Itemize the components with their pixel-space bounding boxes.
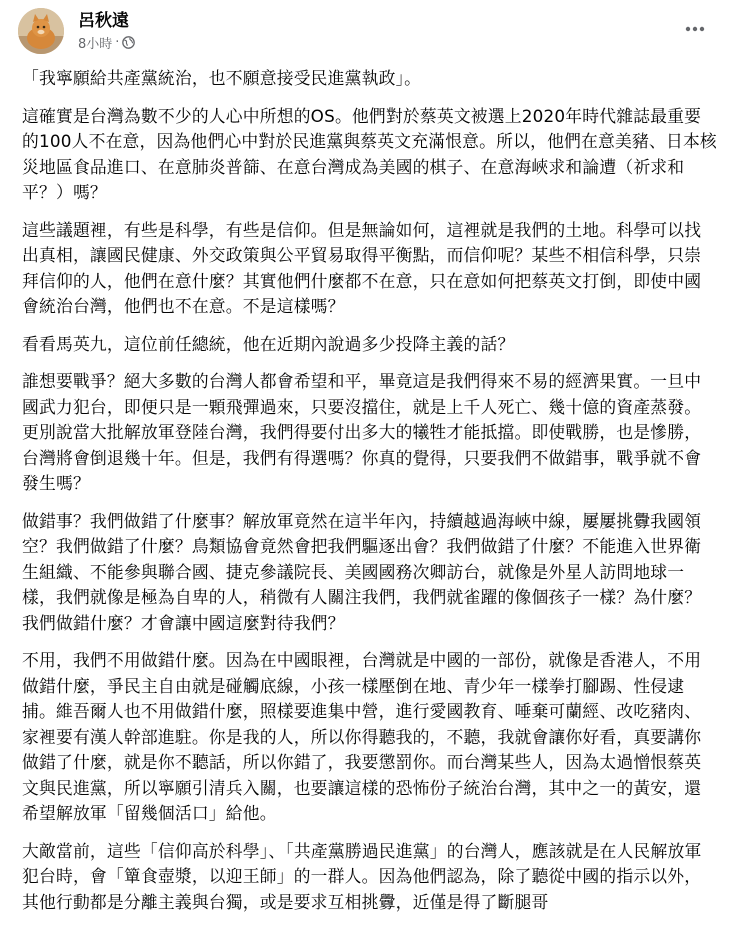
post-paragraph-4: 看看馬英九，這位前任總統，他在近期內說過多少投降主義的話？ <box>22 333 515 354</box>
post-paragraph-2: 這確實是台灣為數不少的人心中所想的OS。他們對於蔡英文被選上2020年時代雜誌最重要的100人不在意，因為他們心中對於民進黨與蔡英文充滿恨意。所以，他們在意美豬、日本核災地區食品進口、在意肺炎普篩、在意台灣成為美國的棋子、在意海峽求和論遭（祈求和平？）嗎？ <box>22 105 717 202</box>
post-paragraph-5: 誰想要戰爭？絕大多數的台灣人都會希望和平，畢竟這是我們得來不易的經濟果實。一旦中國武力犯台，即便只是一顆飛彈過來，只要沒擋住，就是上千人死亡、幾十億的資產蒸發。更別說當大批解放軍登陸台灣，我們得要付出多大的犧牲才能抵擋。即使戰勝，也是慘勝，台灣將會倒退幾十年。但是，我們有得選嗎？你真的覺得，只要我們不做錯事，戰爭就不會發生嗎？ <box>22 371 702 493</box>
more-options-icon <box>685 26 705 32</box>
avatar[interactable] <box>18 8 64 54</box>
more-options-button[interactable] <box>680 14 710 44</box>
post-meta <box>78 33 135 52</box>
post-paragraph-6: 做錯事？我們做錯了什麼事？解放軍竟然在這半年內，持續越過海峽中線，屢屢挑釁我國領空？我們做錯了什麼？鳥類協會竟然會把我們驅逐出會？我們做錯了什麼？不能進入世界衛生組織、不能參與聯合國、捷克參議院長、美國國務次卿訪台，就像是外星人訪問地球一樣，我們就像是極為自卑的人，稍微有人關注我們，我們就雀躍的像個孩子一樣？為什麼？我們做錯什麼？才會讓中國這麼對待我們？ <box>22 510 702 633</box>
globe-icon <box>122 36 135 49</box>
meta-separator: · <box>115 35 120 50</box>
author-name[interactable]: 呂秋遠 <box>78 11 129 31</box>
post-paragraph-8: 大敵當前，這些「信仰高於科學」、「共產黨勝過民進黨」的台灣人，應該就是在人民解放軍犯台時，會「簞食壺漿，以迎王師」的一群人。因為他們認為，除了聽從中國的指示以外，其他行動都是分離主義與台獨，或是要求互相挑釁，近僅是得了斷腿哥 <box>22 840 702 912</box>
post-body <box>22 66 718 927</box>
post-paragraph-1: 「我寧願給共產黨統治，也不願意接受民進黨執政」。 <box>22 68 422 88</box>
post-paragraph-7: 不用，我們不用做錯什麼。因為在中國眼裡，台灣就是中國的一部份，就像是香港人，不用做錯什麼，爭民主自由就是碰觸底線，小孩一樣壓倒在地、青少年一樣拳打腳踢、性侵逮捕。維吾爾人也不用做錯什麼，照樣要進集中營，進行愛國教育、唾棄可蘭經、改吃豬肉、家裡要有漢人幹部進駐。你是我的人，所以你得聽我的，不聽，我就會讓你好看，真要講你做錯了什麼，就是你不聽話，所以你錯了，我要懲罰你。而台灣某些人，因為太過憎恨蔡英文與民進黨，所以寧願引清兵入關，也要讓這樣的恐怖份子統治台灣，其中之一的黃安，還希望解放軍「留幾個活口」給他。 <box>22 650 702 823</box>
post-header <box>0 0 730 60</box>
post-paragraph-3: 這些議題裡，有些是科學，有些是信仰。但是無論如何，這裡就是我們的土地。科學可以找出真相，讓國民健康、外交政策與公平貿易取得平衡點，而信仰呢？某些不相信科學，只崇拜信仰的人，他們在意什麼？其實他們什麼都不在意，只在意如何把蔡英文打倒，即使中國會統治台灣，他們也不在意。不是這樣嗎？ <box>22 219 702 316</box>
post-time[interactable]: 8小時 <box>78 37 113 52</box>
avatar-cat-image <box>18 8 64 54</box>
